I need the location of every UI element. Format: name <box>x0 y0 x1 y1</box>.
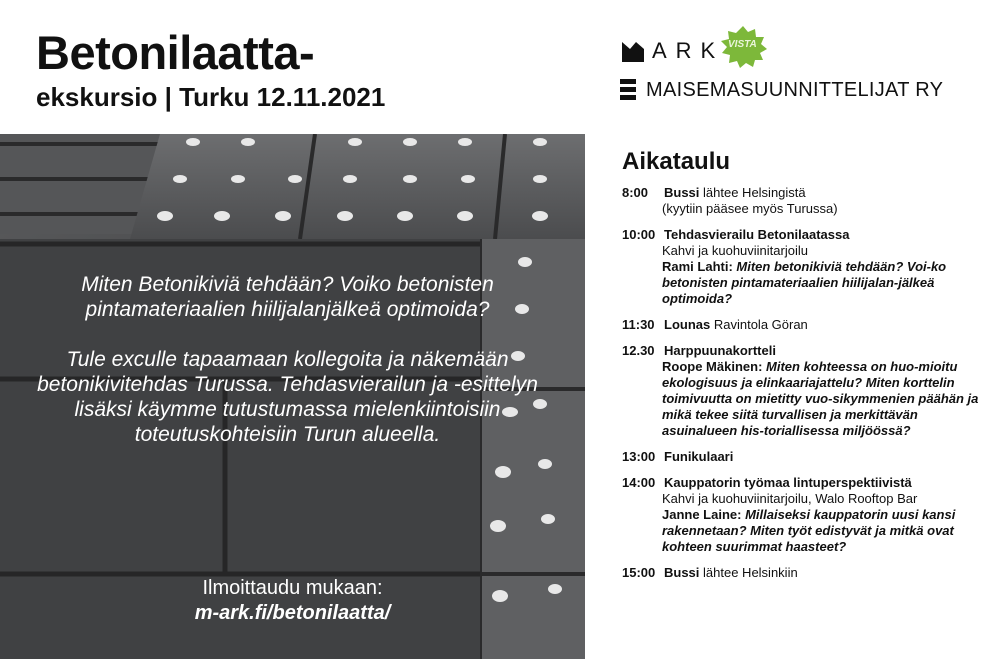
schedule-heading: Bussi <box>664 185 700 200</box>
schedule-heading: Kauppatorin työmaa lintuperspektiivistä <box>664 475 912 490</box>
schedule-item <box>622 475 982 555</box>
register-link[interactable]: m-ark.fi/betonilaatta/ <box>194 602 391 624</box>
schedule-time: 8:00 <box>622 185 649 200</box>
schedule-note: (kyytiin pääsee myös Turussa) <box>662 201 838 216</box>
schedule-item <box>622 227 982 307</box>
schedule-item <box>622 317 982 333</box>
schedule-time: 14:00 <box>622 475 656 490</box>
invite-paragraph: Tule exculle tapaamaan kollegoita ja näkemään betonikivitehdas Turussa. Tehdasvierailun ja -esittelyn lisäksi käymme tutustumassa mielenkiintoisiin toteutuskohteisiin Turun alueella. <box>37 348 538 446</box>
talk-title: Miten kohteessa on huo-mioitu ekologisuus ja elinkaariajattelu? Miten korttelin toimivuutta on mietitty vuo-sikymmenien päähän ja mikä tekee siitä turvallisen ja merkittävän asuinalueen his-toriallisessa miljöössä? <box>662 359 979 438</box>
talk-title: Millaiseksi kauppatorin uusi kansi rakennetaan? Miten työt edistyvät ja mitkä ovat kohteen suurimmat haasteet? <box>662 507 956 554</box>
schedule-heading-rest: Ravintola Göran <box>710 317 808 332</box>
stripes-icon <box>620 79 636 101</box>
speaker-name: Janne Laine: <box>662 507 742 522</box>
schedule-time: 11:30 <box>622 317 655 332</box>
mark-m-icon <box>622 40 644 62</box>
vista-logo <box>718 24 768 70</box>
intro-paragraph: Miten Betonikiviä tehdään? Voiko betonisten pintamateriaalien hiilijalanjälkeä optimoida? <box>81 273 494 321</box>
schedule-heading: Lounas <box>664 317 711 332</box>
speaker-name: Rami Lahti: <box>662 259 733 274</box>
schedule-time: 10:00 <box>622 227 656 242</box>
schedule-heading-rest: lähtee Helsingistä <box>699 185 806 200</box>
speaker-name: Roope Mäkinen: <box>662 359 763 374</box>
schedule-note: Kahvi ja kuohuviinitarjoilu, Walo Rooftop Bar <box>662 491 918 506</box>
register-label: Ilmoittaudu mukaan: <box>202 577 383 599</box>
schedule-item <box>622 565 982 581</box>
mark-logo-text: ARK <box>652 38 725 63</box>
paving-photo <box>0 134 585 659</box>
registration-block <box>0 576 585 626</box>
schedule-heading: Harppuunakortteli <box>664 343 776 358</box>
schedule-time: 12.30 <box>622 343 655 358</box>
page-subtitle: ekskursio | Turku 12.11.2021 <box>36 82 386 112</box>
vista-logo-text: VISTA <box>728 39 757 50</box>
schedule-title: Aikataulu <box>622 148 731 175</box>
schedule-time: 13:00 <box>622 449 656 464</box>
page-title: Betonilaatta- <box>36 26 315 79</box>
talk-title: Miten betonikiviä tehdään? Voi-ko betonisten pintamateriaalien hiilijalan-jälkeä optimoida? <box>662 259 947 306</box>
ml-logo-text: MAISEMASUUNNITTELIJAT RY <box>646 79 944 101</box>
mark-logo <box>622 38 724 64</box>
schedule-item <box>622 449 982 465</box>
ml-logo <box>620 78 943 102</box>
photo-text-block <box>30 272 545 447</box>
schedule-heading: Bussi <box>664 565 700 580</box>
schedule-item <box>622 185 982 217</box>
schedule-item <box>622 343 982 439</box>
schedule-heading: Tehdasvierailu Betonilaatassa <box>664 227 850 242</box>
schedule-note: Kahvi ja kuohuviinitarjoilu <box>662 243 808 258</box>
schedule-list <box>622 185 982 591</box>
schedule-heading: Funikulaari <box>664 449 734 464</box>
schedule-time: 15:00 <box>622 565 656 580</box>
schedule-heading-rest: lähtee Helsinkiin <box>699 565 798 580</box>
